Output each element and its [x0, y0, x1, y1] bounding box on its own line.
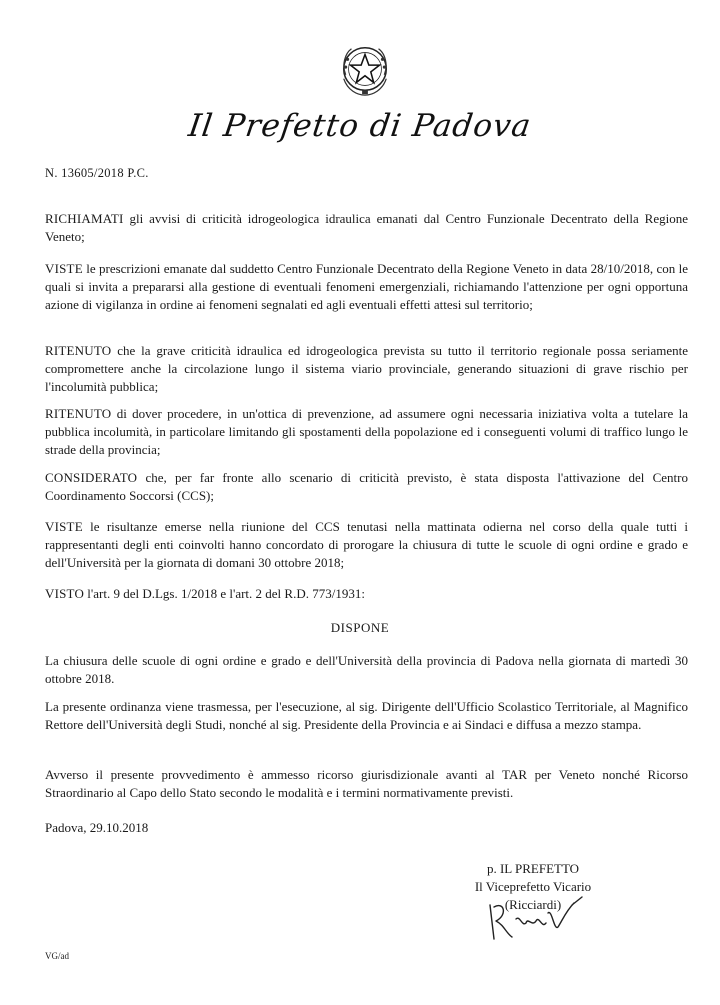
- disposition-appeal: Avverso il presente provvedimento è ammesso ricorso giurisdizionale avanti al TAR per Veneto nonché Ricorso Straordinario al Capo dello Stato secondo le modalità e i termini normativamente previsti.: [45, 767, 688, 800]
- document-heading: Il Prefetto di Padova: [186, 108, 534, 144]
- paragraph-richiamati: [45, 210, 688, 246]
- paragraph-keyword: CONSIDERATO: [45, 470, 138, 485]
- paragraph-text: di dover procedere, in un'ottica di prevenzione, ad assumere ogni necessaria iniziativa volta a tutelare la pubblica incolumità, in particolare limitando gli spostamenti della popolazione ed i conseguenti volumi di traffico lungo le strade della provincia;: [45, 406, 688, 457]
- protocol-number: N. 13605/2018 P.C.: [45, 166, 149, 180]
- paragraph-keyword: VISTO: [45, 586, 85, 601]
- paragraph-text: le risultanze emerse nella riunione del CCS tenutasi nella mattinata odierna nel corso della quale tutti i rappresentanti degli enti coinvolti hanno concordato di prorogare la chiusura di tutte le scuole di ogni ordine e grado e dell'Università per la giornata di domani 30 ottobre 2018;: [45, 519, 688, 570]
- paragraph-keyword: RICHIAMATI: [45, 211, 124, 226]
- signature-line-prefetto: p. IL PREFETTO: [486, 861, 580, 876]
- paragraph-keyword: VISTE: [45, 261, 83, 276]
- paragraph-ritenuto-criticita: [45, 342, 688, 396]
- paragraph-viste-risultanze: [45, 518, 688, 572]
- paragraph-visto: [45, 585, 688, 603]
- paragraph-text: l'art. 9 del D.Lgs. 1/2018 e l'art. 2 del R.D. 773/1931:: [84, 586, 365, 601]
- paragraph-keyword: RITENUTO: [45, 406, 112, 421]
- disposition-closure: La chiusura delle scuole di ogni ordine e grado e dell'Università della provincia di Padova nella giornata di martedì 30 ottobre 2018.: [45, 653, 688, 686]
- paragraph-text: gli avvisi di criticità idrogeologica idraulica emanati dal Centro Funzionale Decentrato della Regione Veneto;: [45, 211, 688, 244]
- paragraph-text: che, per far fronte allo scenario di criticità previsto, è stata disposta l'attivazione del Centro Coordinamento Soccorsi (CCS);: [45, 470, 688, 503]
- dispone-heading: DISPONE: [330, 620, 390, 635]
- paragraph-ritenuto-prevenzione: [45, 405, 688, 459]
- signature-line-name: (Ricciardi): [504, 897, 562, 912]
- handwritten-signature: [482, 893, 592, 943]
- paragraph-viste-prescrizioni: [45, 260, 688, 314]
- paragraph-keyword: VISTE: [45, 519, 83, 534]
- paragraph-text: le prescrizioni emanate dal suddetto Centro Funzionale Decentrato della Regione Veneto in data 28/10/2018, con le quali si invita a prepararsi alla gestione di eventuali fenomeni emergenziali, richiamando l'attenzione per ogni opportuna azione di vigilanza in ordine ai fenomeni segnalati ed agli eventuali effetti attesi sul territorio;: [45, 261, 688, 312]
- footer-reference: VG/ad: [45, 951, 69, 961]
- disposition-transmission: La presente ordinanza viene trasmessa, per l'esecuzione, al sig. Dirigente dell'Ufficio Scolastico Territoriale, al Magnifico Rettore dell'Università degli Studi, nonché al sig. Presidente della Provincia e ai Sindaci e diffusa a mezzo stampa.: [45, 699, 688, 732]
- signature-line-viceprefetto: Il Viceprefetto Vicario: [474, 879, 592, 894]
- paragraph-keyword: RITENUTO: [45, 343, 112, 358]
- italian-republic-emblem-icon: [336, 40, 394, 98]
- paragraph-considerato: [45, 469, 688, 505]
- paragraph-text: che la grave criticità idraulica ed idrogeologica prevista su tutto il territorio regionale possa seriamente compromettere anche la circolazione lungo il sistema viario provinciale, generando situazioni di grave rischio per l'incolumità pubblica;: [45, 343, 688, 394]
- place-date: Padova, 29.10.2018: [45, 820, 149, 835]
